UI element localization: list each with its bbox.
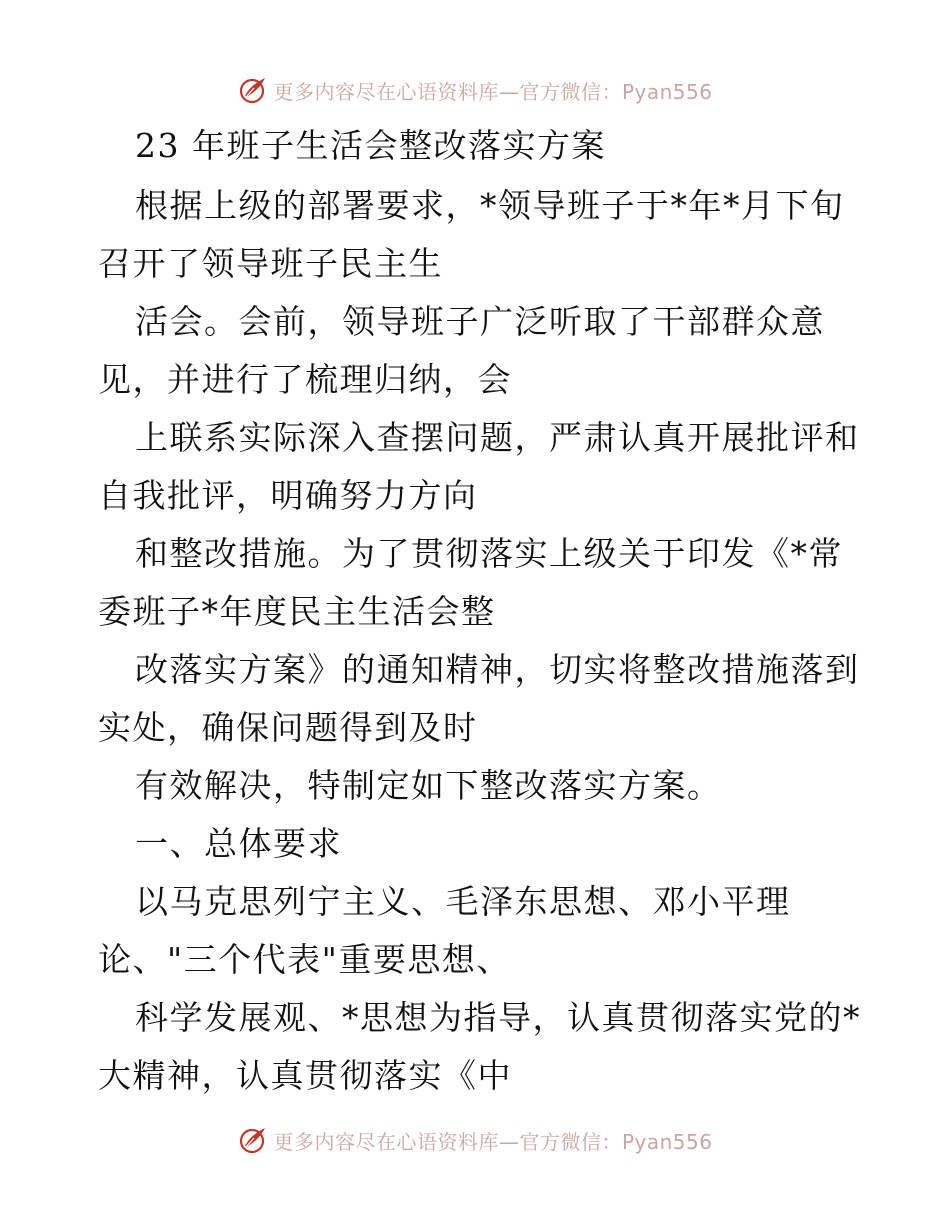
header-watermark-banner	[0, 70, 950, 110]
paragraph-line: 有效解决，特制定如下整改落实方案。	[135, 766, 722, 805]
paragraph-line: 活会。会前，领导班子广泛听取了干部群众意	[135, 302, 825, 341]
paragraph-line: 根据上级的部署要求，*领导班子于*年*月下旬	[135, 186, 845, 225]
section-heading: 一、总体要求	[135, 824, 342, 863]
paragraph-line: 委班子*年度民主生活会整	[98, 592, 496, 631]
paragraph-line: 自我批评，明确努力方向	[98, 476, 478, 515]
paragraph-line: 以马克思列宁主义、毛泽东思想、邓小平理	[135, 882, 791, 921]
quill-logo-icon	[237, 1124, 269, 1156]
footer-watermark-banner	[0, 1120, 950, 1160]
paragraph-line: 召开了领导班子民主生	[98, 244, 443, 283]
quill-logo-icon	[237, 74, 269, 106]
paragraph-line: 上联系实际深入查摆问题，严肃认真开展批评和	[135, 418, 860, 457]
watermark-text: 更多内容尽在心语资料库—官方微信：Pyan556	[273, 79, 713, 104]
paragraph-line: 见，并进行了梳理归纳，会	[98, 360, 512, 399]
paragraph-line: 论、"三个代表"重要思想、	[98, 940, 511, 979]
document-title: 23 年班子生活会整改落实方案	[135, 126, 606, 165]
watermark-text: 更多内容尽在心语资料库—官方微信：Pyan556	[273, 1129, 713, 1154]
paragraph-line: 科学发展观、*思想为指导，认真贯彻落实党的*	[135, 998, 861, 1037]
paragraph-line: 改落实方案》的通知精神，切实将整改措施落到	[135, 650, 860, 689]
paragraph-line: 和整改措施。为了贯彻落实上级关于印发《*常	[135, 534, 843, 573]
paragraph-line: 实处，确保问题得到及时	[98, 708, 478, 747]
paragraph-line: 大精神，认真贯彻落实《中	[98, 1056, 512, 1095]
